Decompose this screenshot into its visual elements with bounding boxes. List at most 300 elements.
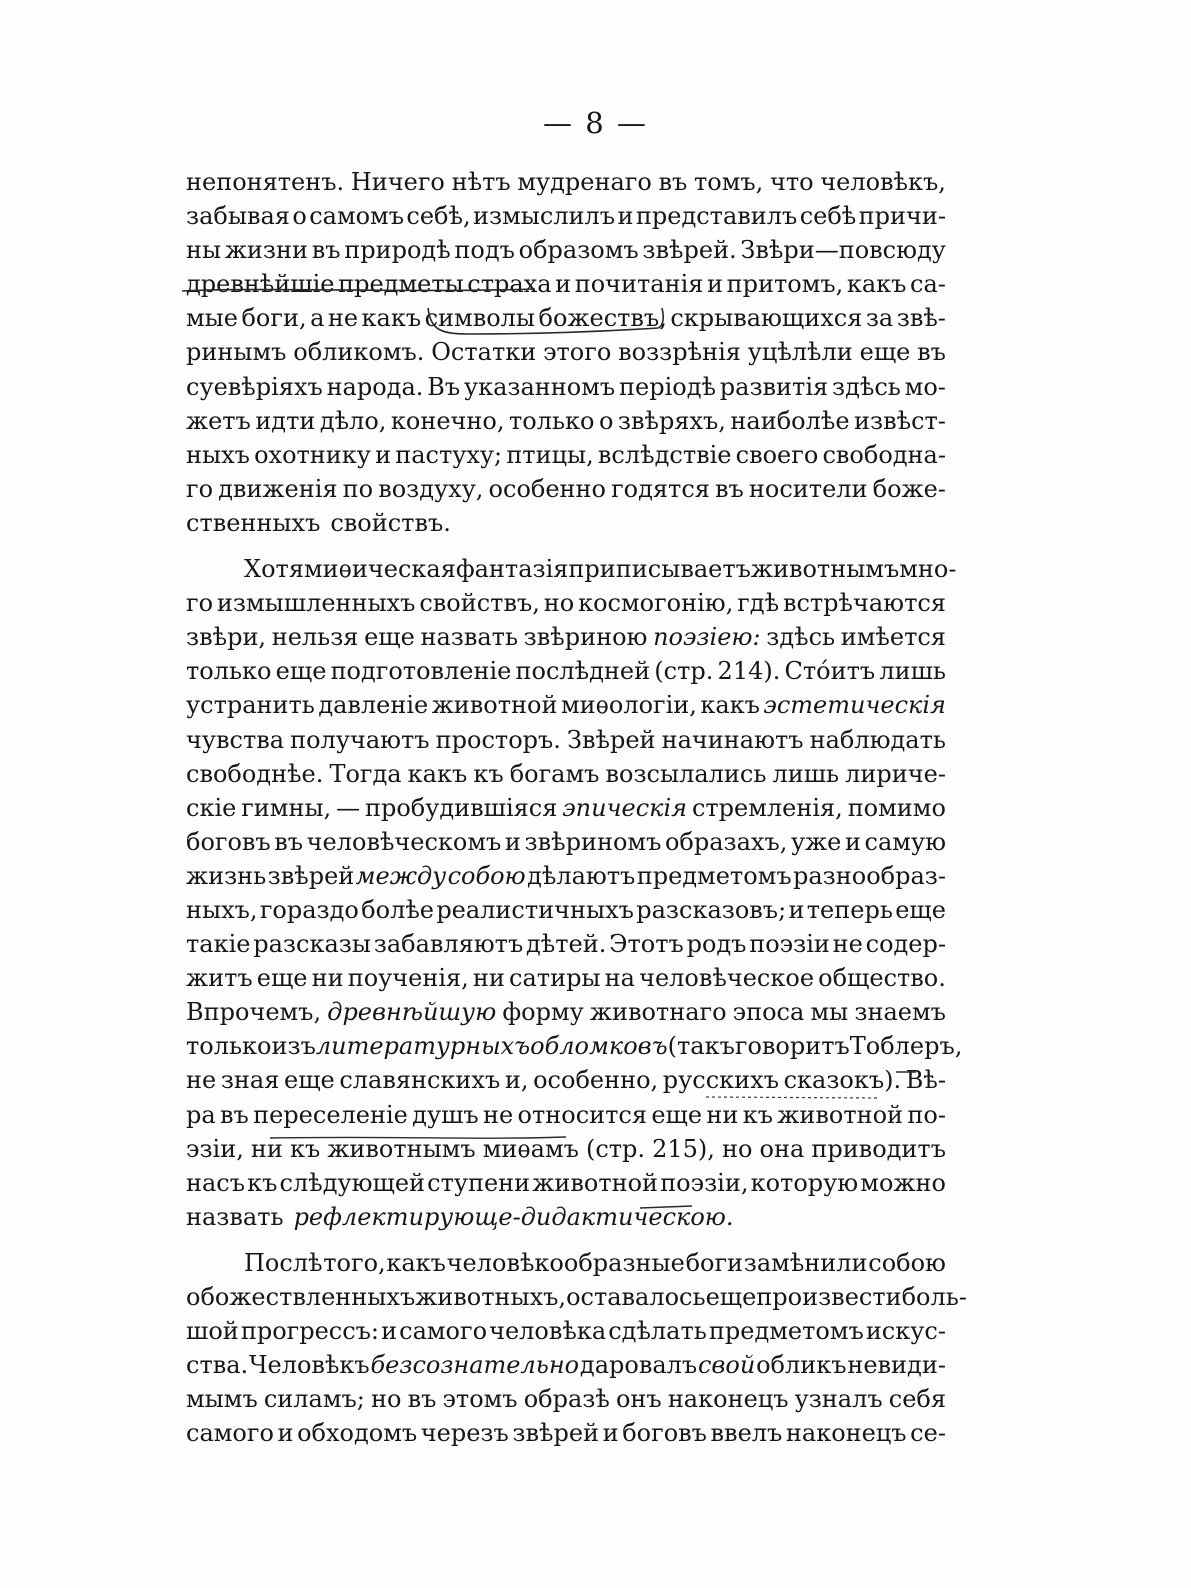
word: только [186, 1032, 272, 1061]
word: въ [220, 1100, 249, 1129]
word: Человѣкъ [248, 1351, 370, 1380]
text-line [186, 1246, 946, 1280]
word: ступени [427, 1168, 531, 1197]
word: особенно, [533, 1066, 659, 1095]
word: еще [651, 1100, 703, 1129]
word: скіе [186, 793, 237, 822]
text-line [186, 165, 946, 199]
word: еще [705, 1283, 757, 1311]
word: въ [917, 338, 946, 367]
word: обходомъ [297, 1419, 418, 1448]
word: свойствъ, [419, 589, 540, 618]
word: Звѣрей [567, 725, 656, 754]
text-line [186, 335, 946, 369]
word: охотнику [254, 440, 371, 469]
word: самомъ [309, 202, 404, 231]
word: относится [517, 1100, 647, 1129]
word: ни [472, 964, 505, 993]
word: боговъ [622, 1419, 707, 1448]
word: стремленія, [691, 793, 843, 822]
word: движенія [218, 474, 338, 503]
word: къ [473, 759, 504, 788]
word: славянскихъ [339, 1066, 501, 1095]
text-line [186, 233, 946, 267]
word: го [186, 589, 214, 618]
word: просторъ. [435, 725, 561, 754]
word: Послѣ [244, 1248, 323, 1277]
word: обликомъ. [293, 338, 425, 367]
word: пробудившіяся [364, 793, 558, 822]
word: Впрочемъ, [186, 998, 322, 1027]
word: Тоблеръ, [849, 1032, 963, 1061]
word: содер- [865, 930, 946, 959]
word: воздуху, [378, 474, 484, 503]
word: и [844, 827, 861, 856]
word: боги, [241, 304, 307, 333]
page-number: — 8 — [543, 106, 648, 140]
word: миѳическая [303, 555, 456, 584]
word: боль- [901, 1283, 967, 1311]
word: еще [859, 338, 911, 367]
text-line [186, 688, 946, 722]
word: разсказовъ; [636, 895, 787, 924]
text-line [186, 1029, 963, 1063]
word: суевѣріяхъ [186, 372, 323, 401]
word: предметомъ [708, 1317, 864, 1346]
text-line [186, 267, 946, 301]
word: жизнь [186, 861, 267, 890]
word: только [186, 657, 272, 686]
word: мудренаго [517, 168, 652, 196]
word: къ [247, 1168, 278, 1197]
word: мно- [899, 555, 957, 584]
word: періодѣ [619, 372, 716, 401]
word: здѣсь [766, 623, 836, 652]
word: древнѣйшіе [186, 270, 335, 299]
word: не [186, 1066, 217, 1095]
word: къ [742, 1100, 773, 1129]
word: предметомъ [636, 861, 792, 890]
word: предметы [338, 270, 464, 299]
word: животной [431, 691, 558, 720]
text-line [186, 620, 946, 654]
text-line [186, 552, 957, 586]
word: звѣряхъ, [617, 406, 726, 435]
word: силамъ; [263, 1385, 365, 1414]
word: поученія, [347, 964, 469, 993]
word: лишь [772, 759, 840, 788]
word: конечно, [390, 406, 505, 435]
word: звѣ- [896, 304, 946, 333]
word: годятся [611, 474, 710, 503]
word: ныхъ, [186, 895, 258, 924]
word: еще [284, 1066, 335, 1095]
word: поэзіею: [653, 623, 761, 652]
word: узналъ [794, 1385, 883, 1414]
word: о [292, 202, 307, 231]
word: развитія [719, 372, 829, 401]
word: къ [289, 1134, 321, 1163]
word: устранить [186, 691, 315, 720]
text-line [186, 825, 946, 859]
word: человѣческомъ [306, 827, 502, 856]
word: что [769, 168, 814, 196]
word: назвать [420, 623, 519, 652]
word: звѣрей. [642, 236, 737, 265]
text-line [186, 1348, 946, 1382]
word: какъ [361, 304, 422, 333]
word: приписываетъ [568, 555, 751, 584]
word: измыслилъ [473, 202, 616, 231]
word: наиболѣе [730, 406, 850, 435]
word: литературныхъ [315, 1032, 531, 1061]
word: еще [275, 657, 327, 686]
word: Ничего [350, 168, 445, 196]
word: самого [399, 1317, 488, 1346]
word: только [508, 406, 595, 435]
word: дѣлаютъ [527, 861, 636, 890]
word: свободнѣе. [186, 759, 324, 788]
word: Остатки [431, 338, 537, 367]
text-line [186, 506, 946, 540]
word: не [832, 930, 863, 959]
word: возсылались [605, 759, 767, 788]
word: на [604, 964, 635, 993]
word: — [336, 793, 361, 822]
word: (стр. [585, 1134, 646, 1163]
word: древнѣйшую [327, 998, 497, 1027]
word: животнымъ [327, 1134, 476, 1163]
word: душъ [412, 1100, 479, 1129]
word: приводитъ [811, 1134, 946, 1163]
word: ни [250, 1134, 283, 1163]
word: и [277, 1419, 294, 1448]
word: этого [543, 338, 612, 367]
word: встрѣчаются [782, 589, 946, 618]
word: указанномъ [463, 372, 616, 401]
word: русскихъ [662, 1066, 779, 1095]
word: нѣтъ [451, 168, 511, 196]
word: а [310, 304, 325, 333]
word: родъ [686, 930, 747, 959]
word: се- [910, 1419, 946, 1448]
word: жизни [224, 236, 308, 265]
word: животнаго [589, 998, 727, 1027]
word: въ [658, 168, 688, 196]
word: наконецъ [785, 1419, 907, 1448]
word: фантазія [455, 555, 569, 584]
word: и, [504, 1066, 529, 1095]
word: боги [685, 1248, 744, 1277]
word: самого [186, 1419, 274, 1448]
word: поэзіи [749, 930, 830, 959]
word: боже- [872, 474, 946, 503]
word: дѣтей. [526, 930, 607, 959]
word: слѣдующей [279, 1168, 426, 1197]
word: свойствъ. [330, 508, 451, 537]
text-line [186, 995, 946, 1029]
word: какъ [407, 759, 468, 788]
word: ства. [186, 1351, 249, 1380]
text-line [186, 438, 946, 472]
word: подготовленіе [330, 657, 512, 686]
word: богамъ [509, 759, 600, 788]
word: Стóитъ [784, 657, 876, 686]
word: лишь [879, 657, 946, 686]
word: мымъ [186, 1385, 258, 1414]
word: за [865, 304, 894, 333]
word: имѣется [840, 623, 946, 652]
word: переселеніе [253, 1100, 408, 1129]
text-line [186, 1280, 967, 1314]
word: человѣкообразные [446, 1248, 685, 1277]
word: о [598, 406, 614, 435]
word: свой [697, 1351, 756, 1380]
word: себѣ [799, 202, 857, 231]
word: звѣри, [186, 623, 267, 652]
text-line [186, 961, 946, 995]
word: гимны, [241, 793, 332, 822]
word: эпоса [732, 998, 805, 1027]
word: скрывающихся [670, 304, 863, 333]
word: ни [311, 964, 344, 993]
text-line [186, 404, 946, 438]
word: мо- [904, 372, 946, 401]
word: и [375, 440, 392, 469]
word: здѣсь [831, 372, 901, 401]
word: онъ [615, 1385, 662, 1414]
word: человѣка [489, 1317, 607, 1346]
word: пастуху; [395, 440, 503, 469]
word: житъ [186, 964, 253, 993]
word: по [342, 474, 374, 503]
word: идти [255, 406, 316, 435]
text-line [186, 301, 946, 335]
text-line [186, 791, 946, 825]
word: эстетическія [763, 691, 946, 720]
word: самую [864, 827, 946, 856]
word: и [707, 270, 724, 299]
word: образѣ [523, 1385, 610, 1414]
word: въ [715, 474, 744, 503]
word: оставалось [566, 1283, 706, 1311]
word: знаемъ [854, 998, 946, 1027]
word: собою [868, 1248, 946, 1277]
word: но [370, 1385, 402, 1414]
word: символы [424, 304, 536, 333]
word: наконецъ [667, 1385, 789, 1414]
word: человѣкъ, [820, 168, 946, 196]
word: боговъ [186, 827, 271, 856]
text-line [186, 893, 946, 927]
word: эпическія [562, 793, 688, 822]
word: получаютъ [290, 725, 430, 754]
word: Звѣри—повсюду [740, 236, 946, 265]
word: са- [910, 270, 946, 299]
word: послѣдней [515, 657, 651, 686]
word: ра [186, 1100, 216, 1129]
word: черезъ [420, 1419, 509, 1448]
word: но [543, 589, 575, 618]
word: страха [467, 270, 552, 299]
word: воззрѣнія [618, 338, 741, 367]
word: наблюдать [809, 725, 946, 754]
word: почитанія [574, 270, 704, 299]
word: теперь [806, 895, 893, 924]
word: и [381, 1317, 398, 1346]
word: прогрессъ: [240, 1317, 380, 1346]
word: не [327, 304, 359, 333]
word: извѣст- [854, 406, 946, 435]
word: и [504, 827, 521, 856]
word: народа. [326, 372, 424, 401]
word: искус- [865, 1317, 946, 1346]
word: образахъ, [664, 827, 788, 856]
word: она [759, 1134, 805, 1163]
text-line [186, 1098, 946, 1132]
word: непонятенъ. [186, 168, 345, 196]
word: го [186, 474, 214, 503]
word: космогонію, [578, 589, 734, 618]
text-line [186, 586, 946, 620]
word: представилъ [635, 202, 798, 231]
word: Тогда [329, 759, 402, 788]
word: ввелъ [710, 1419, 783, 1448]
word: Вѣ- [905, 1066, 946, 1095]
text-line [186, 1382, 946, 1416]
word: себѣ, [406, 202, 471, 231]
word: звѣриною [523, 623, 648, 652]
text-line [186, 859, 946, 893]
word: и [555, 270, 572, 299]
word: произвести [756, 1283, 902, 1311]
text-line [186, 1200, 946, 1234]
word: гораздо [259, 895, 359, 924]
word: сдѣлать [608, 1317, 707, 1346]
word: сказокъ). [783, 1066, 902, 1095]
word: гдѣ [737, 589, 780, 618]
word: томъ, [693, 168, 764, 196]
word: уцѣлѣли [747, 338, 853, 367]
word: птицы, [506, 440, 594, 469]
word: дѣло, [319, 406, 387, 435]
text-line [186, 199, 946, 233]
word: и [788, 895, 805, 924]
word: себя [888, 1385, 946, 1414]
word: 215), [652, 1134, 715, 1163]
word: этомъ [442, 1385, 518, 1414]
word: человѣческое [639, 964, 815, 993]
text-line [186, 370, 946, 404]
word: ни [706, 1100, 739, 1129]
word: того, [323, 1248, 386, 1277]
word: забавляютъ [373, 930, 524, 959]
word: (стр. [654, 657, 714, 686]
word: между [355, 861, 447, 890]
word: звѣрей [512, 1419, 600, 1448]
word: назвать [186, 1202, 284, 1231]
word: замѣнили [743, 1248, 868, 1277]
word: (такъ [667, 1032, 735, 1061]
word: болѣе [361, 895, 434, 924]
word: въ [274, 827, 304, 856]
word: обликъ [756, 1351, 847, 1380]
word: ринымъ [186, 338, 287, 367]
word: какъ [700, 691, 760, 720]
word: давленіе [318, 691, 429, 720]
word: и [602, 1419, 619, 1448]
word: по- [907, 1100, 946, 1129]
word: животнымъ [750, 555, 900, 584]
word: какъ [386, 1248, 446, 1277]
word: форму [502, 998, 584, 1027]
word: звѣриномъ [524, 827, 662, 856]
word: миѳамъ [482, 1134, 579, 1163]
word: носители [748, 474, 868, 503]
text-line [186, 927, 946, 961]
text-line [186, 1314, 946, 1348]
text-line [186, 654, 946, 688]
word: божествъ, [538, 304, 667, 333]
word: въ [311, 236, 341, 265]
word: миѳологіи, [560, 691, 697, 720]
word: разнообраз- [792, 861, 946, 890]
word: рефлектирующе-дидактическою. [293, 1202, 734, 1231]
word: животныхъ, [415, 1283, 567, 1311]
word: свободна- [822, 440, 946, 469]
word: безсознательно [370, 1351, 580, 1380]
word: причи- [858, 202, 946, 231]
word: ны [186, 236, 222, 265]
word: образомъ [518, 236, 639, 265]
word: животной [777, 1100, 904, 1129]
word: особенно [488, 474, 606, 503]
word: обожествленныхъ [186, 1283, 416, 1311]
word: притомъ, [726, 270, 844, 299]
word: нельзя [271, 623, 359, 652]
word: шой [186, 1317, 239, 1346]
word: Этотъ [609, 930, 684, 959]
word: какъ [846, 270, 907, 299]
word: Хотя [244, 555, 304, 584]
word: вслѣдствіе [597, 440, 732, 469]
word: обломковъ [530, 1032, 668, 1061]
word: помимо [847, 793, 946, 822]
word: можно [860, 1168, 946, 1197]
word: ныхъ [186, 440, 250, 469]
word: жетъ [186, 406, 251, 435]
word: изъ [271, 1032, 316, 1061]
word: мы [810, 998, 849, 1027]
word: не [482, 1100, 514, 1129]
word: чувства [186, 725, 285, 754]
word: лириче- [845, 759, 946, 788]
word: звѣрей [267, 861, 355, 890]
text-line [186, 723, 946, 757]
text-line [186, 1166, 946, 1200]
word: реалистичныхъ [436, 895, 634, 924]
word: уже [790, 827, 842, 856]
word: забывая [186, 202, 290, 231]
word: невиди- [847, 1351, 946, 1380]
word: своего [735, 440, 819, 469]
text-line [186, 472, 946, 506]
word: Въ [427, 372, 461, 401]
word: природѣ [344, 236, 451, 265]
body-text [186, 165, 967, 1450]
word: еще [256, 964, 308, 993]
word: даровалъ [579, 1351, 698, 1380]
